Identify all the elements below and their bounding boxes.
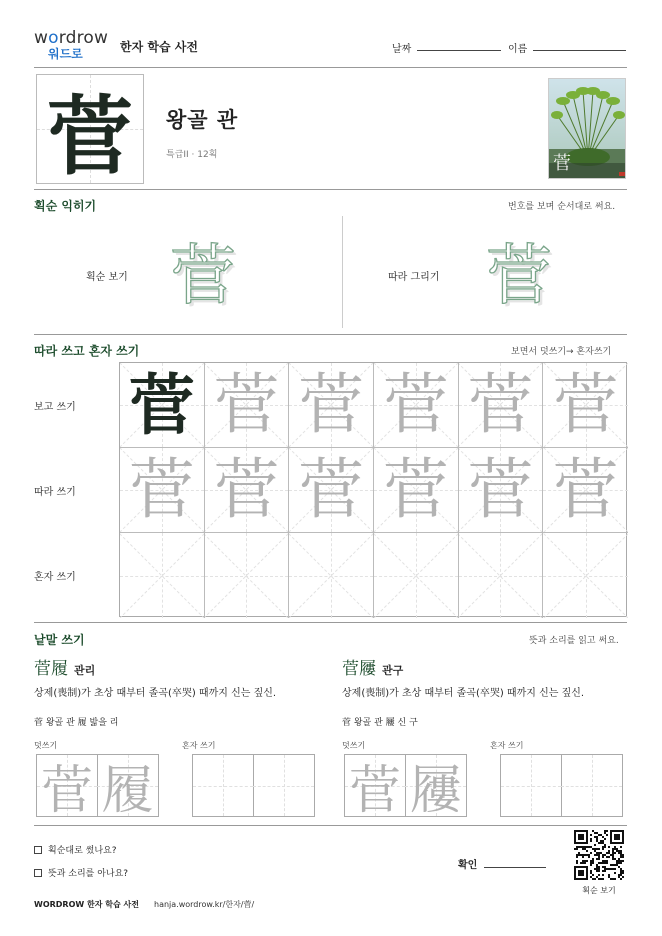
practice-character: 菅 [382,451,449,528]
word-1-hanja: 菅履 [34,659,68,679]
checkbox-icon[interactable] [34,869,42,877]
photo-character: 菅 [553,153,571,174]
word-solo-cell[interactable] [253,754,315,817]
word-1-parts: 菅 왕골 관 履 밟을 리 [34,718,119,728]
word-trace-cell[interactable] [405,754,467,817]
footer-brand: WORDROW 한자 학습 사전 [34,900,139,909]
words-divider [34,825,627,826]
practice-character [543,533,628,618]
word-trace-cell[interactable] [36,754,98,817]
date-label: 날짜 [392,44,412,55]
word-trace-cell[interactable] [97,754,159,817]
word-2-solo-label: 혼자 쓰기 [490,741,524,750]
practice-cell[interactable] [120,448,205,533]
character-grade-strokes: 특급II · 12획 [166,150,218,160]
qr-label: 획순 보기 [582,886,616,895]
practice-character [459,533,543,618]
practice-section-hint: 보면서 덧쓰기→ 혼자쓰기 [511,347,612,357]
words-section-title: 낱말 쓰기 [34,633,85,647]
qr-code-icon[interactable] [574,830,624,880]
name-label: 이름 [508,44,528,55]
practice-character [289,533,373,618]
stroke-section-divider [34,334,627,335]
word-trace-character: 菅 [348,761,401,817]
hero-divider [34,189,627,190]
practice-character: 菅 [128,451,195,528]
practice-cell[interactable] [374,448,459,533]
word-2-definition: 상제(喪制)가 초상 때부터 졸곡(卒哭) 때까지 신는 짚신. [342,688,585,699]
practice-character: 菅 [382,366,449,443]
name-field[interactable] [533,50,626,51]
site-title: 한자 학습 사전 [120,40,198,54]
hero-character-box [36,74,144,187]
word-2-parts: 菅 왕골 관 屨 신 구 [342,718,418,728]
row-label-trace: 따라 쓰기 [34,487,76,498]
word-trace-character: 履 [101,761,154,817]
word-solo-cell[interactable] [561,754,623,817]
practice-cell[interactable] [289,448,374,533]
checkbox-icon[interactable] [34,846,42,854]
character-reading: 왕골 관 [166,108,239,132]
practice-cell[interactable] [289,363,374,448]
qr-pattern [574,830,624,880]
papyrus-photo [548,78,626,179]
practice-cell[interactable] [543,533,628,618]
footer-url[interactable]: hanja.wordrow.kr/한자/菅/ [154,900,255,909]
word-1-definition: 상제(喪制)가 초상 때부터 졸곡(卒哭) 때까지 신는 짚신. [34,688,277,699]
word-trace-character: 屨 [409,761,462,817]
practice-character: 菅 [298,451,365,528]
practice-grid [119,362,627,617]
word-solo-cell[interactable] [192,754,254,817]
row-label-view: 보고 쓰기 [34,402,76,413]
stroke-section-title: 획순 익히기 [34,199,97,213]
practice-character: 菅 [467,451,534,528]
stroke-section-hint: 번호를 보며 순서대로 써요. [508,202,616,212]
confirm-signature-field[interactable] [484,867,546,868]
practice-section-title: 따라 쓰고 혼자 쓰기 [34,344,140,358]
practice-character [374,533,458,618]
word-1-solo-label: 혼자 쓰기 [182,741,216,750]
practice-cell[interactable] [543,448,628,533]
practice-divider [34,622,627,623]
date-field[interactable] [417,50,501,51]
stroke-view-label: 획순 보기 [86,272,128,283]
checklist-stroke-order[interactable]: 획순대로 썼나요? [34,843,117,856]
logo-wordmark: wordrow [34,28,109,48]
practice-character: 菅 [552,451,619,528]
word-2-heading [342,654,403,679]
practice-character: 菅 [467,366,534,443]
practice-cell[interactable] [289,533,374,618]
stroke-trace-diagram[interactable]: 菅 [486,237,552,314]
word-1-reading: 관리 [74,664,96,677]
practice-character: 菅 [213,366,280,443]
practice-cell[interactable] [459,448,544,533]
word-2-hanja: 菅屨 [342,659,376,679]
word-2-trace-label: 덧쓰기 [342,741,366,750]
words-section-hint: 뜻과 소리를 읽고 써요. [529,636,619,646]
stroke-order-diagram: 菅 [170,237,236,314]
confirm-label: 확인 [458,860,478,871]
word-trace-character: 菅 [40,761,93,817]
practice-cell[interactable] [459,363,544,448]
row-label-solo: 혼자 쓰기 [34,572,76,583]
word-1-trace-label: 덧쓰기 [34,741,58,750]
stroke-trace-label: 따라 그리기 [388,272,440,283]
practice-cell[interactable] [543,363,628,448]
practice-cell[interactable] [374,533,459,618]
practice-cell[interactable] [374,363,459,448]
word-2-reading: 관구 [382,664,404,677]
practice-character: 菅 [552,366,619,443]
word-solo-cell[interactable] [500,754,562,817]
practice-character: 菅 [128,366,195,444]
practice-character: 菅 [298,366,365,443]
practice-cell[interactable] [205,533,290,618]
wordrow-logo[interactable] [34,30,114,64]
practice-cell[interactable] [120,533,205,618]
hero-character: 菅 [47,86,133,187]
logo-korean: 워드로 [48,47,83,61]
practice-cell[interactable] [120,363,205,448]
practice-cell[interactable] [459,533,544,618]
word-1-heading [34,654,95,679]
word-trace-cell[interactable] [344,754,406,817]
practice-cell[interactable] [205,448,290,533]
stroke-divider [342,216,343,328]
practice-character [205,533,289,618]
practice-cell[interactable] [205,363,290,448]
checklist-meaning-sound[interactable]: 뜻과 소리를 아나요? [34,866,128,879]
practice-character [120,533,204,618]
practice-character: 菅 [213,451,280,528]
